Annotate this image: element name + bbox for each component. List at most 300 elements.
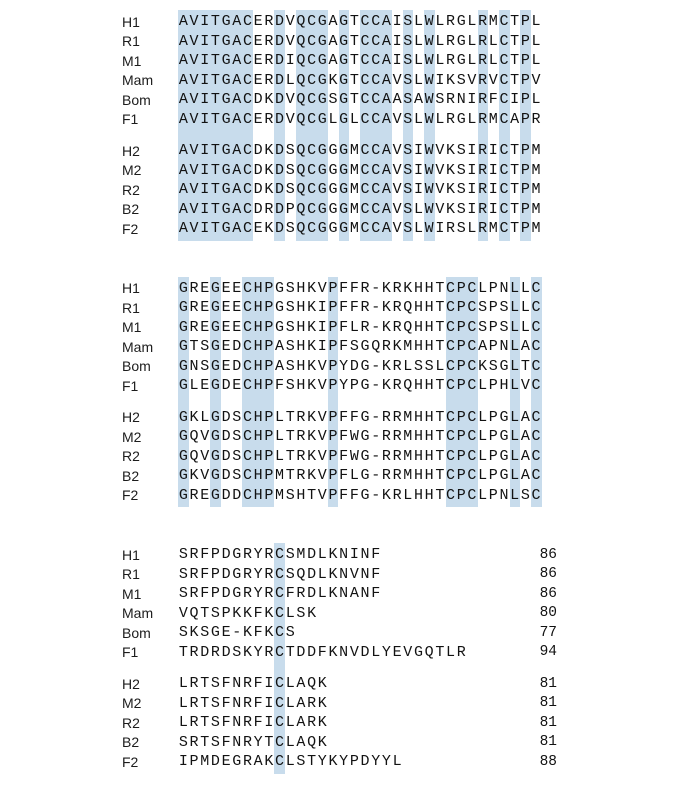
residue-cell: D [275, 52, 285, 70]
residue-cell: F [253, 714, 263, 732]
residue-cell: F [339, 338, 349, 356]
residue-cell: T [435, 408, 445, 426]
residue-cell: C [499, 220, 509, 238]
residue-cell: H [296, 279, 306, 297]
residue-cell: C [467, 377, 477, 395]
residue-cell: C [360, 181, 370, 199]
residue-cell: A [381, 13, 391, 31]
residue-cell: D [221, 447, 231, 465]
row-label: M2 [122, 162, 142, 179]
residue-cell: I [200, 71, 210, 89]
residue-cell: Y [317, 753, 327, 771]
row-label: R2 [122, 448, 140, 465]
residue-cell: S [285, 357, 295, 375]
sequence-group-1 [122, 545, 685, 662]
residue-cell: I [317, 318, 327, 336]
alignment-row [122, 674, 685, 694]
residue-cell: R [381, 408, 391, 426]
residue-cell: C [499, 52, 509, 70]
residue-cell: P [264, 299, 274, 317]
residue-cell: R [264, 52, 274, 70]
residue-cell: L [510, 428, 520, 446]
residue-cell: C [242, 71, 252, 89]
residue-cell: R [478, 161, 488, 179]
residue-cell: V [189, 161, 199, 179]
residue-cell: P [328, 428, 338, 446]
residue-cell: M [531, 200, 541, 218]
residue-cell: W [349, 447, 359, 465]
residue-cell: V [531, 71, 541, 89]
residue-cell: W [424, 181, 434, 199]
residue-cell: F [371, 565, 381, 583]
residue-cell: R [360, 279, 370, 297]
residue-cell: R [478, 142, 488, 160]
residue-cell: R [478, 32, 488, 50]
residue-cell: - [371, 279, 381, 297]
residue-cell: E [253, 71, 263, 89]
sequence [178, 734, 328, 751]
residue-cell: R [296, 467, 306, 485]
residue-cell: G [360, 486, 370, 504]
residue-cell: G [456, 13, 466, 31]
sequence [178, 409, 541, 426]
residue-cell: V [285, 13, 295, 31]
alignment-row [122, 12, 685, 32]
residue-cell: H [424, 318, 434, 336]
residue-cell: V [317, 428, 327, 446]
residue-cell: P [520, 32, 530, 50]
residue-cell: H [296, 318, 306, 336]
residue-cell: L [178, 714, 188, 732]
residue-cell: R [381, 467, 391, 485]
residue-cell: S [285, 546, 295, 564]
sequence [178, 695, 328, 712]
residue-cell: F [285, 585, 295, 603]
residue-cell: T [200, 714, 210, 732]
residue-cell: A [296, 733, 306, 751]
residue-cell: M [403, 467, 413, 485]
residue-cell: Q [424, 643, 434, 661]
residue-cell: I [264, 675, 274, 693]
residue-cell: C [446, 467, 456, 485]
alignment-row [122, 643, 685, 663]
residue-cell: C [242, 279, 252, 297]
residue-cell: V [189, 32, 199, 50]
residue-cell: P [488, 299, 498, 317]
residue-cell: H [253, 377, 263, 395]
residue-cell: L [200, 408, 210, 426]
residue-cell: L [285, 604, 295, 622]
residue-cell: S [435, 91, 445, 109]
residue-cell: L [531, 32, 541, 50]
residue-cell: P [488, 428, 498, 446]
residue-cell: R [392, 408, 402, 426]
residue-count: 86 [539, 546, 557, 563]
residue-cell: T [435, 428, 445, 446]
residue-cell: S [232, 408, 242, 426]
residue-cell: G [317, 161, 327, 179]
residue-cell: A [328, 13, 338, 31]
residue-cell: N [189, 357, 199, 375]
residue-cell: P [264, 279, 274, 297]
sequence [178, 338, 541, 355]
residue-cell: K [242, 643, 252, 661]
residue-cell: D [275, 91, 285, 109]
residue-cell: L [467, 52, 477, 70]
residue-cell: A [178, 200, 188, 218]
sequence [178, 220, 541, 237]
residue-cell: K [328, 71, 338, 89]
residue-cell: R [360, 318, 370, 336]
residue-cell: P [264, 338, 274, 356]
residue-cell: C [499, 161, 509, 179]
residue-cell: C [446, 428, 456, 446]
residue-cell: T [200, 694, 210, 712]
residue-cell: N [339, 585, 349, 603]
residue-cell: L [349, 467, 359, 485]
residue-cell: C [467, 318, 477, 336]
residue-cell: C [275, 694, 285, 712]
residue-cell: S [456, 161, 466, 179]
residue-cell: V [403, 643, 413, 661]
residue-cell: C [371, 110, 381, 128]
residue-cell: L [510, 299, 520, 317]
residue-cell: K [446, 181, 456, 199]
residue-cell: C [371, 220, 381, 238]
row-label: H1 [122, 13, 140, 30]
sequence [178, 566, 381, 583]
residue-cell: L [446, 643, 456, 661]
residue-cell: R [392, 279, 402, 297]
row-label: R2 [122, 181, 140, 198]
residue-cell: E [392, 643, 402, 661]
sequence [178, 675, 328, 692]
residue-cell: L [275, 428, 285, 446]
residue-cell: P [520, 71, 530, 89]
residue-cell: H [296, 299, 306, 317]
residue-cell: C [360, 110, 370, 128]
residue-cell: V [392, 200, 402, 218]
residue-cell: A [296, 714, 306, 732]
residue-cell: S [178, 546, 188, 564]
row-label: B2 [122, 734, 140, 751]
residue-cell: V [200, 428, 210, 446]
residue-cell: T [349, 91, 359, 109]
residue-cell: A [510, 110, 520, 128]
sequence [178, 546, 381, 563]
residue-cell: D [275, 220, 285, 238]
residue-cell: R [242, 694, 252, 712]
residue-cell: P [488, 318, 498, 336]
residue-cell: D [232, 486, 242, 504]
residue-cell: K [189, 624, 199, 642]
residue-cell: D [296, 643, 306, 661]
residue-cell: V [349, 565, 359, 583]
residue-cell: S [456, 71, 466, 89]
residue-cell: R [189, 565, 199, 583]
residue-cell: Y [339, 357, 349, 375]
residue-cell: K [232, 604, 242, 622]
residue-cell: W [424, 71, 434, 89]
residue-cell: Q [296, 13, 306, 31]
residue-cell: P [264, 467, 274, 485]
residue-cell: N [232, 694, 242, 712]
residue-cell: V [349, 643, 359, 661]
residue-cell: S [403, 71, 413, 89]
residue-cell: C [275, 733, 285, 751]
residue-cell: C [360, 32, 370, 50]
residue-cell: G [221, 220, 231, 238]
residue-cell: G [221, 200, 231, 218]
residue-cell: R [189, 733, 199, 751]
residue-cell: G [178, 279, 188, 297]
residue-cell: C [446, 279, 456, 297]
residue-cell: Q [403, 318, 413, 336]
alignment-row [122, 357, 685, 377]
residue-cell: E [200, 279, 210, 297]
residue-cell: Q [296, 181, 306, 199]
residue-cell: G [221, 181, 231, 199]
residue-cell: H [296, 486, 306, 504]
residue-cell: F [253, 604, 263, 622]
residue-cell: Q [189, 447, 199, 465]
residue-cell: C [446, 357, 456, 375]
residue-cell: T [210, 200, 220, 218]
residue-cell: L [510, 486, 520, 504]
residue-cell: C [467, 279, 477, 297]
residue-cell: C [275, 624, 285, 642]
residue-cell: F [371, 585, 381, 603]
residue-cell: R [446, 110, 456, 128]
residue-cell: E [221, 357, 231, 375]
residue-cell: K [307, 318, 317, 336]
residue-cell: R [264, 643, 274, 661]
alignment-row [122, 752, 685, 772]
residue-cell: C [467, 357, 477, 375]
residue-cell: G [456, 110, 466, 128]
row-label: R1 [122, 299, 140, 316]
residue-cell: F [339, 299, 349, 317]
residue-cell: H [413, 486, 423, 504]
residue-cell: G [210, 408, 220, 426]
residue-cell: L [478, 467, 488, 485]
residue-cell: H [296, 377, 306, 395]
sequence [178, 377, 541, 394]
residue-cell: G [210, 377, 220, 395]
residue-cell: R [531, 110, 541, 128]
residue-cell: V [435, 200, 445, 218]
residue-cell: Y [381, 643, 391, 661]
residue-cell: T [435, 279, 445, 297]
residue-cell: C [467, 338, 477, 356]
residue-cell: T [349, 13, 359, 31]
residue-cell: C [531, 428, 541, 446]
residue-cell: A [392, 91, 402, 109]
residue-cell: F [339, 318, 349, 336]
residue-cell: S [403, 220, 413, 238]
residue-cell: G [413, 643, 423, 661]
alignment-row [122, 279, 685, 299]
row-label: H1 [122, 546, 140, 563]
residue-cell: T [510, 142, 520, 160]
residue-cell: P [488, 447, 498, 465]
residue-cell: R [242, 565, 252, 583]
residue-cell: A [232, 52, 242, 70]
residue-cell: I [467, 91, 477, 109]
residue-cell: C [307, 71, 317, 89]
residue-cell: V [189, 200, 199, 218]
alignment-row [122, 694, 685, 714]
row-label: Mam [122, 338, 154, 355]
residue-cell: R [264, 565, 274, 583]
residue-cell: R [242, 714, 252, 732]
row-label: M2 [122, 695, 142, 712]
residue-cell: L [488, 32, 498, 50]
residue-cell: H [413, 318, 423, 336]
residue-cell: P [456, 279, 466, 297]
residue-cell: A [381, 52, 391, 70]
residue-cell: G [178, 338, 188, 356]
residue-cell: R [189, 585, 199, 603]
residue-cell: L [478, 408, 488, 426]
residue-cell: R [478, 220, 488, 238]
residue-cell: M [488, 220, 498, 238]
residue-cell: T [285, 408, 295, 426]
residue-cell: - [371, 428, 381, 446]
residue-cell: F [349, 408, 359, 426]
residue-count: 81 [539, 695, 557, 712]
residue-cell: G [232, 565, 242, 583]
residue-cell: R [381, 428, 391, 446]
residue-cell: H [424, 338, 434, 356]
residue-cell: H [424, 408, 434, 426]
residue-cell: C [371, 32, 381, 50]
residue-cell: P [328, 408, 338, 426]
residue-cell: G [221, 32, 231, 50]
residue-cell: Q [296, 142, 306, 160]
residue-cell: H [424, 279, 434, 297]
residue-cell: S [210, 714, 220, 732]
residue-cell: G [499, 408, 509, 426]
residue-cell: V [317, 447, 327, 465]
residue-cell: P [488, 408, 498, 426]
residue-cell: L [413, 220, 423, 238]
residue-cell: P [328, 338, 338, 356]
residue-cell: C [499, 13, 509, 31]
sequence [178, 33, 541, 50]
residue-cell: K [478, 357, 488, 375]
residue-cell: - [371, 318, 381, 336]
residue-cell: P [264, 357, 274, 375]
residue-cell: D [275, 110, 285, 128]
residue-cell: T [510, 52, 520, 70]
residue-cell: T [307, 486, 317, 504]
residue-cell: F [275, 377, 285, 395]
residue-cell: L [178, 675, 188, 693]
residue-cell: L [520, 279, 530, 297]
residue-cell: Q [403, 299, 413, 317]
alignment-row [122, 466, 685, 486]
residue-cell: M [403, 447, 413, 465]
residue-cell: D [275, 32, 285, 50]
residue-cell: G [328, 181, 338, 199]
residue-cell: G [221, 142, 231, 160]
residue-cell: V [200, 467, 210, 485]
residue-cell: P [456, 377, 466, 395]
residue-cell: T [510, 200, 520, 218]
residue-cell: L [275, 408, 285, 426]
residue-cell: L [478, 447, 488, 465]
residue-cell: C [446, 377, 456, 395]
residue-cell: A [253, 753, 263, 771]
residue-cell: Q [307, 733, 317, 751]
residue-cell: G [339, 32, 349, 50]
residue-cell: I [413, 142, 423, 160]
residue-cell: T [349, 32, 359, 50]
residue-cell: A [381, 161, 391, 179]
residue-cell: C [242, 110, 252, 128]
alignment-row [122, 486, 685, 506]
residue-cell: K [307, 279, 317, 297]
residue-cell: C [307, 110, 317, 128]
row-label: B2 [122, 467, 140, 484]
residue-cell: S [403, 110, 413, 128]
residue-cell: G [317, 200, 327, 218]
alignment-block-1 [122, 12, 685, 239]
residue-cell: M [403, 428, 413, 446]
residue-cell: P [328, 279, 338, 297]
residue-cell: W [424, 142, 434, 160]
residue-cell: S [210, 694, 220, 712]
residue-cell: P [189, 753, 199, 771]
sequence [178, 644, 467, 661]
residue-cell: K [446, 161, 456, 179]
residue-cell: I [200, 91, 210, 109]
residue-cell: A [381, 32, 391, 50]
residue-cell: Q [307, 675, 317, 693]
residue-cell: K [307, 447, 317, 465]
residue-cell: C [499, 142, 509, 160]
residue-cell: F [200, 565, 210, 583]
residue-cell: T [285, 467, 295, 485]
residue-cell: S [285, 299, 295, 317]
residue-cell: V [178, 604, 188, 622]
alignment-row [122, 376, 685, 396]
residue-cell: R [456, 643, 466, 661]
residue-cell: A [232, 71, 242, 89]
residue-cell: F [200, 585, 210, 603]
residue-count: 86 [539, 585, 557, 602]
residue-cell: D [275, 71, 285, 89]
residue-cell: Y [253, 565, 263, 583]
alignment-row [122, 141, 685, 161]
residue-cell: P [520, 220, 530, 238]
row-label: F2 [122, 753, 139, 770]
residue-cell: A [178, 181, 188, 199]
residue-cell: - [232, 624, 242, 642]
residue-cell: I [264, 714, 274, 732]
residue-cell: R [296, 447, 306, 465]
residue-cell: G [232, 753, 242, 771]
residue-cell: P [328, 447, 338, 465]
residue-cell: R [189, 714, 199, 732]
residue-cell: D [221, 565, 231, 583]
residue-cell: S [296, 604, 306, 622]
residue-cell: K [328, 585, 338, 603]
residue-cell: G [178, 318, 188, 336]
sequence [178, 52, 541, 69]
residue-cell: A [275, 357, 285, 375]
